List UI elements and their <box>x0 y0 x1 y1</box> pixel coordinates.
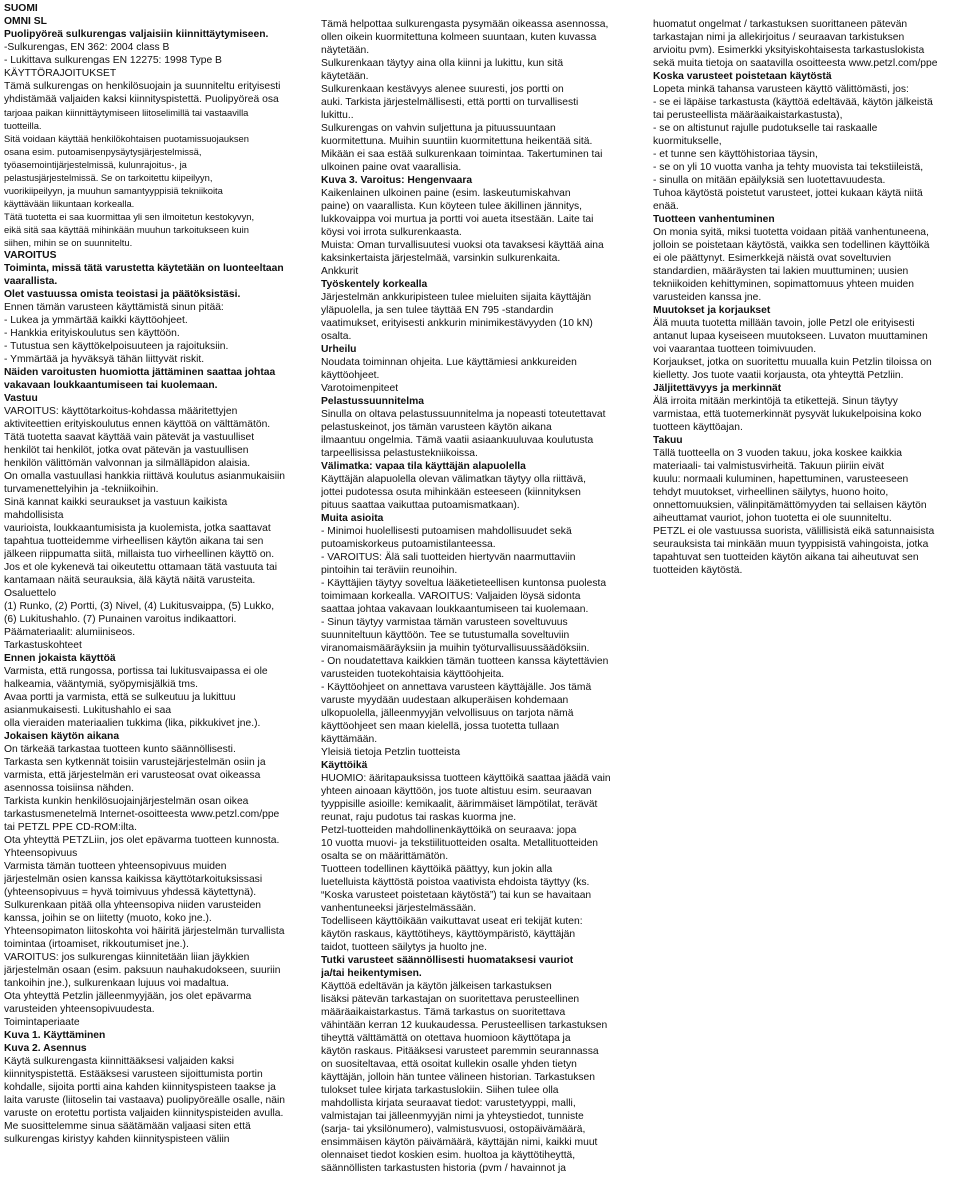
text-line: aiheuttamat vauriot, johon tuotetta ei ole suunniteltu. <box>653 513 892 524</box>
text-line: - se ei läpäise tarkastusta (käyttöä edeltävää, käytön jälkeistä <box>653 97 933 108</box>
text-line: pelastuskeinot, jos tämän varusteen käytön aikana <box>321 422 552 433</box>
text-line: työasemointijärjestelmissä, kulunrajoitus-, ja <box>4 159 187 170</box>
section-heading: Puolipyöreä sulkurengas valjaisiin kiinnittäytymiseen. <box>4 29 269 40</box>
section-heading: VAROITUS <box>4 250 57 261</box>
section-heading: Muutokset ja korjaukset <box>653 305 771 316</box>
text-line: osalta. <box>321 331 352 342</box>
text-line: voi vaarantaa tuotteen toimivuuden. <box>653 344 817 355</box>
section-heading: Olet vastuussa omista teoistasi ja päätöksistäsi. <box>4 289 241 300</box>
text-line: aktiviteettien erityiskoulutus ennen käyttöä on välttämätön. <box>4 419 271 430</box>
text-line: On monia syitä, miksi tuotetta voidaan pitää vanhentuneena, <box>653 227 929 238</box>
text-line: olennaiset tiedot koskien esim. huoltoa ja käyttötiheyttä, <box>321 1150 576 1161</box>
text-line: vähintään kerran 12 kuukaudessa. Perusteellisen tarkastuksen <box>321 1020 608 1031</box>
text-line: yhdistämää valjaiden kaksi kiinnityspistettä. Puolipyöreä osa <box>4 94 279 105</box>
text-line: lukkovaippa voi murtua ja portti voi aueta itsestään. Laite tai <box>321 214 594 225</box>
text-line: Sulkurengas on vahvin suljettuna ja pituussuuntaan <box>321 123 556 134</box>
text-line: (6) Lukitushahlo. (7) Punainen varoitus indikaattori. <box>4 614 237 625</box>
text-line: Sitä voidaan käyttää henkilökohtaisen puotamissuojauksen <box>4 133 249 144</box>
text-line: Älä irroita mitään merkintöjä ta etikettejä. Sinun täytyy <box>653 396 898 407</box>
text-line: - Lukea ja ymmärtää kaikki käyttöohjeet. <box>4 315 188 326</box>
text-line: - VAROITUS: Älä sali tuotteiden hiertyvän naarmuttaviin <box>321 552 576 563</box>
text-line: tulokset tulee kirjata tarkastuslokiin. Siihen tulee olla <box>321 1085 559 1096</box>
text-line: Ennen tämän varusteen käyttämistä sinun pitää: <box>4 302 224 313</box>
text-line: vaurioista, loukkaantumisista ja kuolemista, jotka saattavat <box>4 523 271 534</box>
text-line: määräaikaistarkastus. Tämä tarkastus on suoritettava <box>321 1007 566 1018</box>
text-line: - sinulla on mitään epäilyksiä sen luotettavuudesta. <box>653 175 886 186</box>
section-heading: Urheilu <box>321 344 357 355</box>
text-line: yhteen ainoaan käyttöön, jos tuote altistuu esim. seuraavan <box>321 786 592 797</box>
text-line: laita varuste (liitoselin tai vastaava) puolipyöreälle osalle, näin <box>4 1095 286 1106</box>
text-line: Kaikenlainen ulkoinen paine (esim. laskeutumiskahvan <box>321 188 571 199</box>
text-line: Toimintaperiaate <box>4 1017 80 1028</box>
text-line: pituus saattaa vaikuttaa putoamismatkaan). <box>321 500 520 511</box>
text-line: Sinulla on oltava pelastussuunnitelma ja nopeasti toteutettavat <box>321 409 606 420</box>
text-line: vaatimukset, erityisesti ankkurin minimikestävyyden (10 kN) <box>321 318 593 329</box>
text-line: kielletty. Jos tuote vaatii korjausta, ota yhteyttä Petzliin. <box>653 370 904 381</box>
text-line: (1) Runko, (2) Portti, (3) Nivel, (4) Lukitusvaippa, (5) Lukko, <box>4 601 275 612</box>
text-line: sulkurengas kiristyy kahden kiinnityspisteen väliin <box>4 1134 230 1145</box>
text-line: arvioitu pvm). Esimerkki yksityiskohtaisesta tarkastuslokista <box>653 45 925 56</box>
section-heading: Toiminta, missä tätä varustetta käytetään on luonteeltaan <box>4 263 284 274</box>
text-line: siihen, mihin se on suunniteltu. <box>4 237 133 248</box>
section-heading: OMNI SL <box>4 16 47 27</box>
text-line: kiinnityspistettä. Estääksesi varusteen sijoittumista portin <box>4 1069 263 1080</box>
text-line: Käyttöä edeltävän ja käytön jälkeisen tarkastuksen <box>321 981 552 992</box>
text-line: Tuotteen todellinen käyttöikä päättyy, kun jokin alla <box>321 864 553 875</box>
text-line: - Minimoi huolellisesti putoamisen mahdollisuudet sekä <box>321 526 572 537</box>
text-line: Sulkurenkaan pitää olla yhteensopiva niiden varusteiden <box>4 900 262 911</box>
text-line: Käytä sulkurengasta kiinnittääksesi valjaiden kaksi <box>4 1056 235 1067</box>
text-line: Varmista, että rungossa, portissa tai lukitusvaipassa ei ole <box>4 666 268 677</box>
text-line: ei ole päättynyt. Esimerkkejä näistä ovat soveltuvien <box>653 253 892 264</box>
text-line: Tällä tuotteella on 3 vuoden takuu, joka koskee kaikkia <box>653 448 902 459</box>
text-line: PETZL ei ole vastuussa suorista, välillisistä eikä satunnaisista <box>653 526 935 537</box>
text-line: - Käyttäjien täytyy soveltua lääketieteellisen kuntonsa puolesta <box>321 578 607 589</box>
text-line: kanssa, joihin se on liitetty (muoto, koko jne.). <box>4 913 212 924</box>
text-line: kantamaan näitä seurauksia, älä käytä näitä varusteita. <box>4 575 256 586</box>
text-line: Korjaukset, jotka on suoritettu muualla kuin Petzlin tiloissa on <box>653 357 932 368</box>
text-line: auki. Tarkista järjestelmällisesti, että portti on turvallisesti <box>321 97 579 108</box>
text-line: säännöllisten tarkastusten historia (pvm / havainnot ja <box>321 1163 566 1174</box>
text-line: varmista, että järjestelmän eri varusteosat ovat oikeassa <box>4 770 261 781</box>
text-line: toimimaan korkealla. VAROITUS: Valjaiden löysä sidonta <box>321 591 581 602</box>
section-heading: Takuu <box>653 435 683 446</box>
text-line: suunniteltuun käyttöön. Tee se tutustumalla soveltuviin <box>321 630 570 641</box>
section-heading: Työskentely korkealla <box>321 279 428 290</box>
text-line: Ota yhteyttä Petzlin jälleenmyyjään, jos olet epävarma <box>4 991 252 1002</box>
text-line: lisäksi pätevän tarkastajan on suoritettava perusteellinen <box>321 994 580 1005</box>
text-line: - Hankkia erityiskoulutus sen käyttöön. <box>4 328 180 339</box>
text-line: paine) on vaarallista. Kun köyteen tulee äkillinen jännitys, <box>321 201 583 212</box>
left-column <box>4 2 302 1146</box>
section-heading: Vastuu <box>4 393 38 404</box>
text-line: VAROITUS: jos sulkurengas kiinnitetään liian jäykkien <box>4 952 250 963</box>
text-line: 10 vuotta muovi- ja tekstiilituotteiden osalta. Metallituotteiden <box>321 838 599 849</box>
text-line: tehdyt muutokset, virheellinen säilytys, huono hoito, <box>653 487 889 498</box>
text-line: onnettomuuksien, välinpitämättömyyden tai sellaisen käytön <box>653 500 927 511</box>
text-line: tiheyttä välttämättä on otettava huomioon käyttötapa ja <box>321 1033 571 1044</box>
text-line: käyttäjän, jolloin hän tuntee välineen historian. Tarkastuksen <box>321 1072 595 1083</box>
text-line: osalta se on määrittämätön. <box>321 851 449 862</box>
section-heading: Muita asioita <box>321 513 384 524</box>
text-line: Petzl-tuotteiden mahdollinenkäyttöikä on seuraava: jopa <box>321 825 577 836</box>
section-heading: Kuva 3. Varoitus: Hengenvaara <box>321 175 473 186</box>
section-heading: Käyttöikä <box>321 760 368 771</box>
text-line: varusteiden yhteensopivuudesta. <box>4 1004 155 1015</box>
text-line: Yhteensopimaton liitoskohta voi häiritä järjestelmän turvallista <box>4 926 285 937</box>
text-line: standardien, määräysten tai lakien muuttuminen; uusien <box>653 266 909 277</box>
text-line: osana esim. putoamisenpysäytysjärjestelmissä, <box>4 146 202 157</box>
text-line: tuotteen käyttöajan. <box>653 422 743 433</box>
text-line: pintoihin tai teräviin reunoihin. <box>321 565 458 576</box>
text-line: - Lukittava sulkurengas EN 12275: 1998 Type B <box>4 55 222 66</box>
text-line: Noudata toiminnan ohjeita. Lue käyttämiesi ankkureiden <box>321 357 577 368</box>
text-line: -Sulkurengas, EN 362: 2004 class B <box>4 42 170 53</box>
text-line: - Käyttöohjeet on annettava varusteen käyttäjälle. Jos tämä <box>321 682 592 693</box>
text-line: Älä muuta tuotetta millään tavoin, jolle Petzl ole erityisesti <box>653 318 915 329</box>
section-heading: Koska varusteet poistetaan käytöstä <box>653 71 832 82</box>
text-line: henkilön välittömän valvonnan ja silmälläpidon alaisia. <box>4 458 251 469</box>
text-line: - Ymmärtää ja hyväksyä tähän liittyvät riskit. <box>4 354 205 365</box>
text-line: ollen oikein kuormitettuna kolmeen suuntaan, kuten kuvassa <box>321 32 597 43</box>
text-line: valmistajan tai jälleenmyyjän nimi ja yhteystiedot, tunniste <box>321 1111 584 1122</box>
text-line: köysi voi irrota sulkurenkaasta. <box>321 227 462 238</box>
text-line: saattaa johtaa vakavaan loukkaantumiseen tai kuolemaan. <box>321 604 589 615</box>
text-line: Avaa portti ja varmista, että se sulkeutuu ja lukittuu <box>4 692 236 703</box>
text-line: kuormitukselle, <box>653 136 722 147</box>
text-line: lukittu.. <box>321 110 354 121</box>
text-line: tuotteilla. <box>4 120 42 131</box>
text-line: varusteiden kanssa jne. <box>653 292 762 303</box>
section-heading: Kuva 1. Käyttäminen <box>4 1030 106 1041</box>
text-line: tapahtua tuotteidemme virheellisen käytön aikana tai sen <box>4 536 264 547</box>
text-line: Yhteensopivuus <box>4 848 78 859</box>
text-line: tarpeellisissa pelastustekniikoissa. <box>321 448 478 459</box>
text-line: tapahtuvat sen tuotteiden käytön aikana tai aiheutuvat sen <box>653 552 919 563</box>
middle-column <box>321 18 636 1175</box>
text-line: sekä muita tietoja on saatavilla osoitteesta www.petzl.com/ppe <box>653 58 938 69</box>
text-line: viranomaismääräyksiin ja muihin työturvallisuussäädöksiin. <box>321 643 590 654</box>
text-line: järjestelmän osaan (esim. paksuun nauhakudokseen, suuriin <box>4 965 281 976</box>
text-line: pelastusjärjestelmissä. Se on tarkoitettu kiipeilyyn, <box>4 172 213 183</box>
section-heading: Jokaisen käytön aikana <box>4 731 120 742</box>
text-line: - et tunne sen käyttöhistoriaa täysin, <box>653 149 818 160</box>
text-line: - Sinun täytyy varmistaa tämän varusteen soveltuvuus <box>321 617 568 628</box>
section-heading: Näiden varoitusten huomiotta jättäminen saattaa johtaa <box>4 367 276 378</box>
text-line: käyttöohjeet. <box>321 370 380 381</box>
text-line: Järjestelmän ankkuripisteen tulee mieluiten sijaita käyttäjän <box>321 292 592 303</box>
text-line: - se on altistunut rajulle pudotukselle tai raskaalle <box>653 123 878 134</box>
section-heading: Ennen jokaista käyttöä <box>4 653 116 664</box>
text-line: varuste on erotettu portista valjaiden kiinnityspisteiden avulla. <box>4 1108 284 1119</box>
text-line: tyyppisille asioille: kemikaalit, äärimmäiset lämpötilat, terävät <box>321 799 598 810</box>
section-heading: ja/tai heikentymisen. <box>321 968 422 979</box>
text-line: henkilöt tai henkilöt, jotka ovat pätevän ja vastuullisen <box>4 445 249 456</box>
text-line: Osaluettelo <box>4 588 57 599</box>
text-line: Tätä tuotetta saavat käyttää vain pätevät ja vastuulliset <box>4 432 255 443</box>
text-line: enää. <box>653 201 679 212</box>
text-line: tarjoaa paikan kiinnittäytymiseen liitoselimillä tai vastaavilla <box>4 107 249 118</box>
text-line: on suositeltavaa, että osoitat kullekin osalle yhden tietyn <box>321 1059 577 1070</box>
text-line: Ota yhteyttä PETZLiin, jos olet epävarma tuotteen kunnosta. <box>4 835 280 846</box>
text-line: “Koska varusteet poistetaan käytöstä”) tai kun se havaitaan <box>321 890 592 901</box>
text-line: Tämä sulkurengas on henkilösuojain ja suunniteltu erityisesti <box>4 81 281 92</box>
text-line: jottei pudotessa osuta mihinkään esteeseen (kiinnityksen <box>321 487 581 498</box>
text-line: Käyttäjän alapuolella olevan välimatkan täytyy olla riittävä, <box>321 474 587 485</box>
text-line: On tärkeää tarkastaa tuotteen kunto säännöllisesti. <box>4 744 236 755</box>
text-line: yläpuolella, ja sen tulee täyttää EN 795 -standardin <box>321 305 554 316</box>
text-line: kuormitettuna. Muihin suuntiin kuormitettuna heikentää sitä. <box>321 136 593 147</box>
text-line: Me suosittelemme sinua säätämään valjaasi siten että <box>4 1121 251 1132</box>
text-line: - On noudatettava kaikkien tämän tuotteen kanssa käytettävien <box>321 656 609 667</box>
text-line: ulkopuolella, jälleenmyyjän velvollisuus on tarjota nämä <box>321 708 574 719</box>
text-line: Päämateriaalit: alumiiniseos. <box>4 627 136 638</box>
text-line: varmistaa, että tuotemerkinnät pysyvät lukukelpoisina koko <box>653 409 922 420</box>
text-line: asianmukaisesti. Lukitushahlo ei saa <box>4 705 172 716</box>
text-line: Sulkurenkaan täytyy aina olla kiinni ja lukittu, kun sitä <box>321 58 564 69</box>
text-line: kaksinkertaista järjestelmää, varsinkin sulkurenkaita. <box>321 253 561 264</box>
text-line: mahdollista kirjata seuraavat tiedot: varustetyyppi, malli, <box>321 1098 576 1109</box>
section-heading: Tuotteen vanhentuminen <box>653 214 775 225</box>
text-line: vanhentuneeksi järjestelmässään. <box>321 903 477 914</box>
text-line: tankoihin jne.), sulkurenkaan lujuus voi madaltua. <box>4 978 229 989</box>
text-line: käyttävään liikuntaan korkealla. <box>4 198 135 209</box>
section-heading: Jäljitettävyys ja merkinnät <box>653 383 782 394</box>
text-line: asennossa toisiinsa nähden. <box>4 783 134 794</box>
section-heading: Pelastussuunnitelma <box>321 396 424 407</box>
text-line: Sulkurenkaan kestävyys alenee suuresti, jos portti on <box>321 84 564 95</box>
text-line: luetelluista käyttöstä poistoa vaativista ehdoista täyttyy (ks. <box>321 877 590 888</box>
text-line: Todelliseen käyttöikään vaikuttavat useat eri tekijät kuten: <box>321 916 583 927</box>
text-line: näytetään. <box>321 45 370 56</box>
text-line: Varotoimenpiteet <box>321 383 399 394</box>
text-line: Muista: Oman turvallisuutesi vuoksi ota tavaksesi käyttää aina <box>321 240 604 251</box>
text-line: KÄYTTÖRAJOITUKSET <box>4 68 117 79</box>
section-heading: Välimatka: vapaa tila käyttäjän alapuolella <box>321 461 526 472</box>
text-line: jolloin se poistetaan käytöstä, vaikka sen todellinen käyttöikä <box>653 240 930 251</box>
text-line: Tarkastuskohteet <box>4 640 82 651</box>
text-line: ilmaantuu ongelmia. Tämä vaatii asiaankuuluvaa koulutusta <box>321 435 594 446</box>
text-line: VAROITUS: käyttötarkoitus-kohdassa määritettyjen <box>4 406 238 417</box>
text-line: (sarja- tai yksilönumero), valmistusvuosi, ostopäivämäärä, <box>321 1124 586 1135</box>
text-line: jälkeen riippumatta siitä, millaista tuo virheellinen käyttö on. <box>4 549 275 560</box>
text-line: Tuhoa käytöstä poistetut varusteet, jottei kukaan käytä niitä <box>653 188 923 199</box>
text-line: Tätä tuotetta ei saa kuormittaa yli sen ilmoitetun kestokyvyn, <box>4 211 255 222</box>
text-line: materiaali- tai valmistusvirheitä. Takuun piiriin eivät <box>653 461 885 472</box>
text-line: taidot, tuotteen säilytys ja huolto jne. <box>321 942 487 953</box>
text-line: seurauksista tai minkään muun tyyppisistä vahingoista, jotka <box>653 539 929 550</box>
text-line: Mikään ei saa estää sulkurenkaan toimintaa. Takertuminen tai <box>321 149 603 160</box>
text-line: tuotteiden käytöstä. <box>653 565 743 576</box>
text-line: huomatut ongelmat / tarkastuksen suorittaneen pätevän <box>653 19 908 30</box>
text-line: käyttämään. <box>321 734 378 745</box>
text-line: ulkoinen paine ovat vaarallisia. <box>321 162 462 173</box>
text-line: eikä sitä saa käyttää mihinkään muuhun tarkoitukseen kuin <box>4 224 249 235</box>
text-line: tai perusteellista määräaikaistarkastusta), <box>653 110 843 121</box>
text-line: vuorikiipeilyyn, ja muuhun samantyyppisiä tekniikoita <box>4 185 223 196</box>
text-line: turvamenettelyihin ja -tekniikoihin. <box>4 484 159 495</box>
text-line: tekniikoiden kehittyminen, sopimattomuus yhteen muiden <box>653 279 914 290</box>
section-heading: SUOMI <box>4 3 38 14</box>
text-line: Sinä kannat kaikki seuraukset ja vastuun kaikista <box>4 497 228 508</box>
text-line: reunat, raju pudotus tai raskas kuorma jne. <box>321 812 517 823</box>
text-line: kohdalle, sijoita portti aina kahden kiinnityspisteen taakse ja <box>4 1082 276 1093</box>
text-line: halkeamia, vääntymiä, syöpymisjälkiä tms. <box>4 679 198 690</box>
text-line: (yhteensopivuus = hyvä toimivuus yhdessä käytettynä). <box>4 887 257 898</box>
text-line: ensimmäisen käytön päivämäärä, käyttäjän nimi, kaikki muut <box>321 1137 598 1148</box>
section-heading: Tutki varusteet säännöllisesti huomataksesi vauriot <box>321 955 574 966</box>
text-line: HUOMIO: ääritapauksissa tuotteen käyttöikä saattaa jäädä vain <box>321 773 611 784</box>
text-line: käytön raskaus. Pitääksesi varusteet paremmin seurannassa <box>321 1046 599 1057</box>
text-line: käyttöohjeet sen maan kielellä, jossa tuotetta tullaan <box>321 721 560 732</box>
text-line: Jos et ole kykenevä tai oikeutettu ottamaan tätä vastuuta tai <box>4 562 278 573</box>
text-line: käytetään. <box>321 71 369 82</box>
text-line: Tämä helpottaa sulkurengasta pysymään oikeassa asennossa, <box>321 19 609 30</box>
text-line: - se on yli 10 vuotta vanha ja tehty muovista tai tekstiileistä, <box>653 162 924 173</box>
text-line: On omalla vastuullasi hankkia riittävä koulutus asianmukaisiin <box>4 471 286 482</box>
text-line: Tarkista kunkin henkilösuojainjärjestelmän osan oikea <box>4 796 249 807</box>
text-line: tarkastajan nimi ja allekirjoitus / seuraavan tarkistuksen <box>653 32 905 43</box>
text-line: putoamiskorkeus putoamistilanteessa. <box>321 539 496 550</box>
section-heading: vaarallista. <box>4 276 58 287</box>
right-column <box>653 18 958 577</box>
section-heading: vakavaan loukkaantumiseen tai kuolemaan. <box>4 380 218 391</box>
text-line: tai PETZL PPE CD-ROM:ilta. <box>4 822 137 833</box>
text-line: - Tutustua sen käyttökelpoisuuteen ja rajoituksiin. <box>4 341 229 352</box>
text-line: olla vieraiden materiaalien tukkima (lika, pikkukivet jne.). <box>4 718 261 729</box>
text-line: käytön raskaus, käyttötiheys, käyttöympäristö, käyttäjän <box>321 929 576 940</box>
text-line: Ankkurit <box>321 266 359 277</box>
section-heading: Kuva 2. Asennus <box>4 1043 87 1054</box>
text-line: varusteiden tuotekohtaisia käyttöohjeita. <box>321 669 505 680</box>
text-line: Varmista tämän tuotteen yhteensopivuus muiden <box>4 861 227 872</box>
text-line: varuste myydään uudestaan alkuperäisen kohdemaan <box>321 695 569 706</box>
text-line: mahdollisista <box>4 510 64 521</box>
text-line: Tarkasta sen kytkennät toisiin varustejärjestelmän osiin ja <box>4 757 266 768</box>
text-line: Yleisiä tietoja Petzlin tuotteista <box>321 747 461 758</box>
text-line: Lopeta minkä tahansa varusteen käyttö välittömästi, jos: <box>653 84 909 95</box>
text-line: antanut lupaa kyseiseen muutokseen. Luvaton muuttaminen <box>653 331 928 342</box>
text-line: järjestelmän osien kanssa kaikissa käyttötarkoituksissasi <box>4 874 263 885</box>
text-line: tarkastusmenetelmä Internet-osoitteesta www.petzl.com/ppe <box>4 809 280 820</box>
text-line: kuulu: normaali kuluminen, hapettuminen, varusteeseen <box>653 474 909 485</box>
text-line: toimintaa (irtoamiset, rikkoutumiset jne.). <box>4 939 189 950</box>
